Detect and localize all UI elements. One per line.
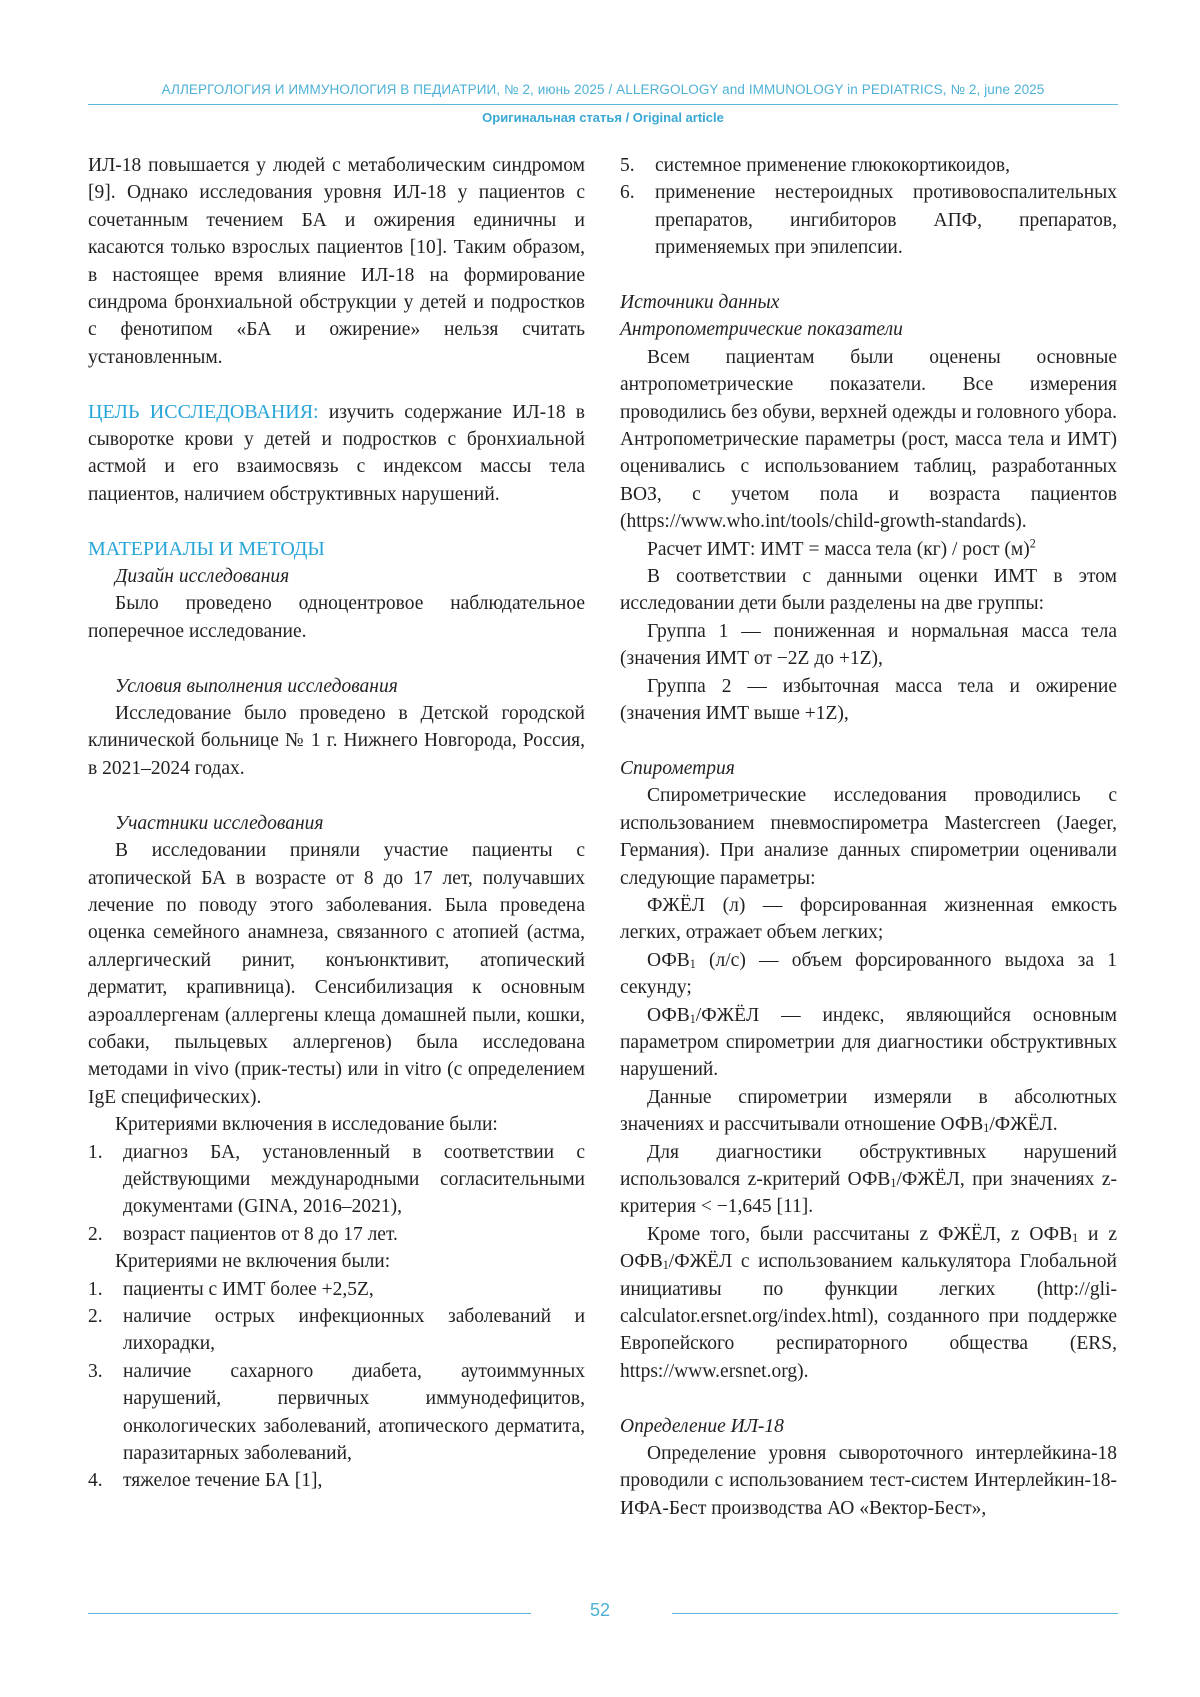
- list-item: 5. системное применение глюкокортикоидов,: [620, 155, 1010, 176]
- conditions-heading: Условия выполнения исследования: [115, 675, 398, 697]
- list-item: 1. диагноз БА, установленный в соответствии с действующими международными согласительными документами (GINA, 2016–2021),: [88, 1141, 585, 1218]
- footer-rule-right: [672, 1613, 1118, 1614]
- article-type: Оригинальная статья / Original article: [482, 110, 724, 125]
- calculator-text: Кроме того, были рассчитаны z ФЖЁЛ, z $ОФВ_1$ и z $ОФВ_1$/ФЖЁЛ с использованием калькулятора Глобальной инициативы по функции легких (http://gli-calculator.ersnet.org/index.html), созданного при поддержке Европейского респираторного общества (ERS, https://www.ersnet.org).: [620, 1223, 1117, 1382]
- list-item: 2. наличие острых инфекционных заболеваний и лихорадки,: [88, 1306, 585, 1355]
- ratio-definition: $ОФВ_1$/ФЖЁЛ — индекс, являющийся основным параметром спирометрии для диагностики обструктивных нарушений.: [620, 1004, 1117, 1081]
- groups-intro: В соответствии с данными оценки ИМТ в этом исследовании дети были разделены на две группы:: [620, 566, 1117, 615]
- spirometry-heading: Спирометрия: [620, 757, 735, 779]
- participants-heading: Участники исследования: [115, 812, 324, 834]
- inclusion-intro: Критериями включения в исследование были:: [115, 1114, 498, 1136]
- journal-header: АЛЛЕРГОЛОГИЯ И ИММУНОЛОГИЯ В ПЕДИАТРИИ, № 2, июнь 2025 / ALLERGOLOGY and IMMUNOLOGY in PEDIATRICS, № 2, june 2025: [161, 82, 1045, 97]
- sources-heading: Источники данных: [620, 292, 780, 314]
- left-column: [88, 152, 585, 1495]
- fvc-definition: ФЖЁЛ (л) — форсированная жизненная емкость легких, отражает объем легких;: [620, 894, 1117, 944]
- header-rule: [88, 104, 1118, 105]
- methods-title: МАТЕРИАЛЫ И МЕТОДЫ: [88, 537, 325, 560]
- list-item: 3. наличие сахарного диабета, аутоиммунных нарушений, первичных иммунодефицитов, онкологических заболеваний, атопического дерматита, паразитарных заболеваний,: [88, 1360, 585, 1465]
- conditions-text: Исследование было проведено в Детской городской клинической больнице № 1 г. Нижнего Новгорода, Россия, в 2021–2024 годах.: [88, 703, 585, 779]
- absolute-values-text: Данные спирометрии измеряли в абсолютных значениях и рассчитывали отношение $ОФВ_1$/ФЖЁЛ.: [620, 1086, 1117, 1136]
- exclusion-list: [88, 1276, 585, 1495]
- group-1: Группа 1 — пониженная и нормальная масса тела (значения ИМТ от −2Z до +1Z),: [620, 620, 1117, 670]
- participants-text: В исследовании приняли участие пациенты с атопической БА в возрасте от 8 до 17 лет, получавших лечение по поводу этого заболевания. Была проведена оценка семейного анамнеза, связанного с атопией (астма, аллергический ринит, конъюнктивит, атопический дерматит, крапивница). Сенсибилизация к основным аэроаллергенам (аллергены клеща домашней пыли, кошки, собаки, пыльцевых аллергенов) была исследована методами in vivo (прик-тесты) или in vitro (с определением IgE специфических).: [88, 840, 585, 1108]
- aim-text: изучить содержание ИЛ-18 в сыворотке крови у детей и подростков с бронхиальной астмой и его взаимосвязь с индексом массы тела пациентов, наличием обструктивных нарушений.: [88, 401, 586, 505]
- il18-heading: Определение ИЛ-18: [620, 1415, 784, 1437]
- design-text: Было проведено одноцентровое наблюдательное поперечное исследование.: [88, 593, 585, 642]
- il18-text: Определение уровня сывороточного интерлейкина-18 проводили с использованием тест-систем Интерлейкин-18-ИФА-Бест производства АО «Вектор-Бест»,: [620, 1443, 1117, 1519]
- z-criterion-text: Для диагностики обструктивных нарушений использовался z-критерий $ОФВ_1$/ФЖЁЛ, при значениях z-критерия < −1,645 [11].: [620, 1141, 1117, 1218]
- bmi-formula: Расчет ИМТ: ИМТ = масса тела (кг) / рост $(м)^2$: [647, 536, 1036, 560]
- anthropometry-text: Всем пациентам были оценены основные антропометрические показатели. Все измерения проводились без обуви, верхней одежды и головного убора. Антропометрические параметры (рост, масса тела и ИМТ) оценивались с использованием таблиц, разработанных ВОЗ, с учетом пола и возраста пациентов (https://www.who.int/tools/child-growth-standards).: [620, 346, 1117, 533]
- right-column: [620, 152, 1117, 1522]
- design-heading: Дизайн исследования: [115, 566, 290, 588]
- list-item: 4. тяжелое течение БА [1],: [88, 1470, 323, 1492]
- page-number: 52: [589, 1600, 611, 1620]
- exclusion-intro: Критериями не включения были:: [115, 1251, 391, 1273]
- intro-paragraph: ИЛ-18 повышается у людей с метаболическим синдромом [9]. Однако исследования уровня ИЛ-18 у пациентов с сочетанным течением БА и ожирения единичны и касаются только взрослых пациентов [10]. Таким образом, в настоящее время влияние ИЛ-18 на формирование синдрома бронхиальной обструкции у детей и подростков с фенотипом «БА и ожирение» нельзя считать установленным.: [88, 155, 585, 368]
- exclusion-list-continued: [620, 152, 1117, 262]
- fev1-definition: $ОФВ_1$ (л/с) — объем форсированного выдоха за 1 секунду;: [620, 949, 1117, 999]
- aim-paragraph: [88, 399, 585, 509]
- footer-rule-left: [88, 1613, 531, 1614]
- aim-label: ЦЕЛЬ ИССЛЕДОВАНИЯ:: [88, 400, 319, 423]
- list-item: 6. применение нестероидных противовоспалительных препаратов, ингибиторов АПФ, препаратов, применяемых при эпилепсии.: [620, 182, 1117, 259]
- list-item: 2. возраст пациентов от 8 до 17 лет.: [88, 1223, 398, 1245]
- list-item: 1. пациенты с ИМТ более +2,5Z,: [88, 1278, 374, 1300]
- group-2: Группа 2 — избыточная масса тела и ожирение (значения ИМТ выше +1Z),: [620, 675, 1117, 725]
- spirometry-text: Спирометрические исследования проводились с использованием пневмоспирометра Mastercreen (Jaeger, Германия). При анализе данных спирометрии оценивали следующие параметры:: [620, 785, 1117, 889]
- inclusion-list: [88, 1139, 585, 1249]
- anthropometry-heading: Антропометрические показатели: [620, 319, 903, 341]
